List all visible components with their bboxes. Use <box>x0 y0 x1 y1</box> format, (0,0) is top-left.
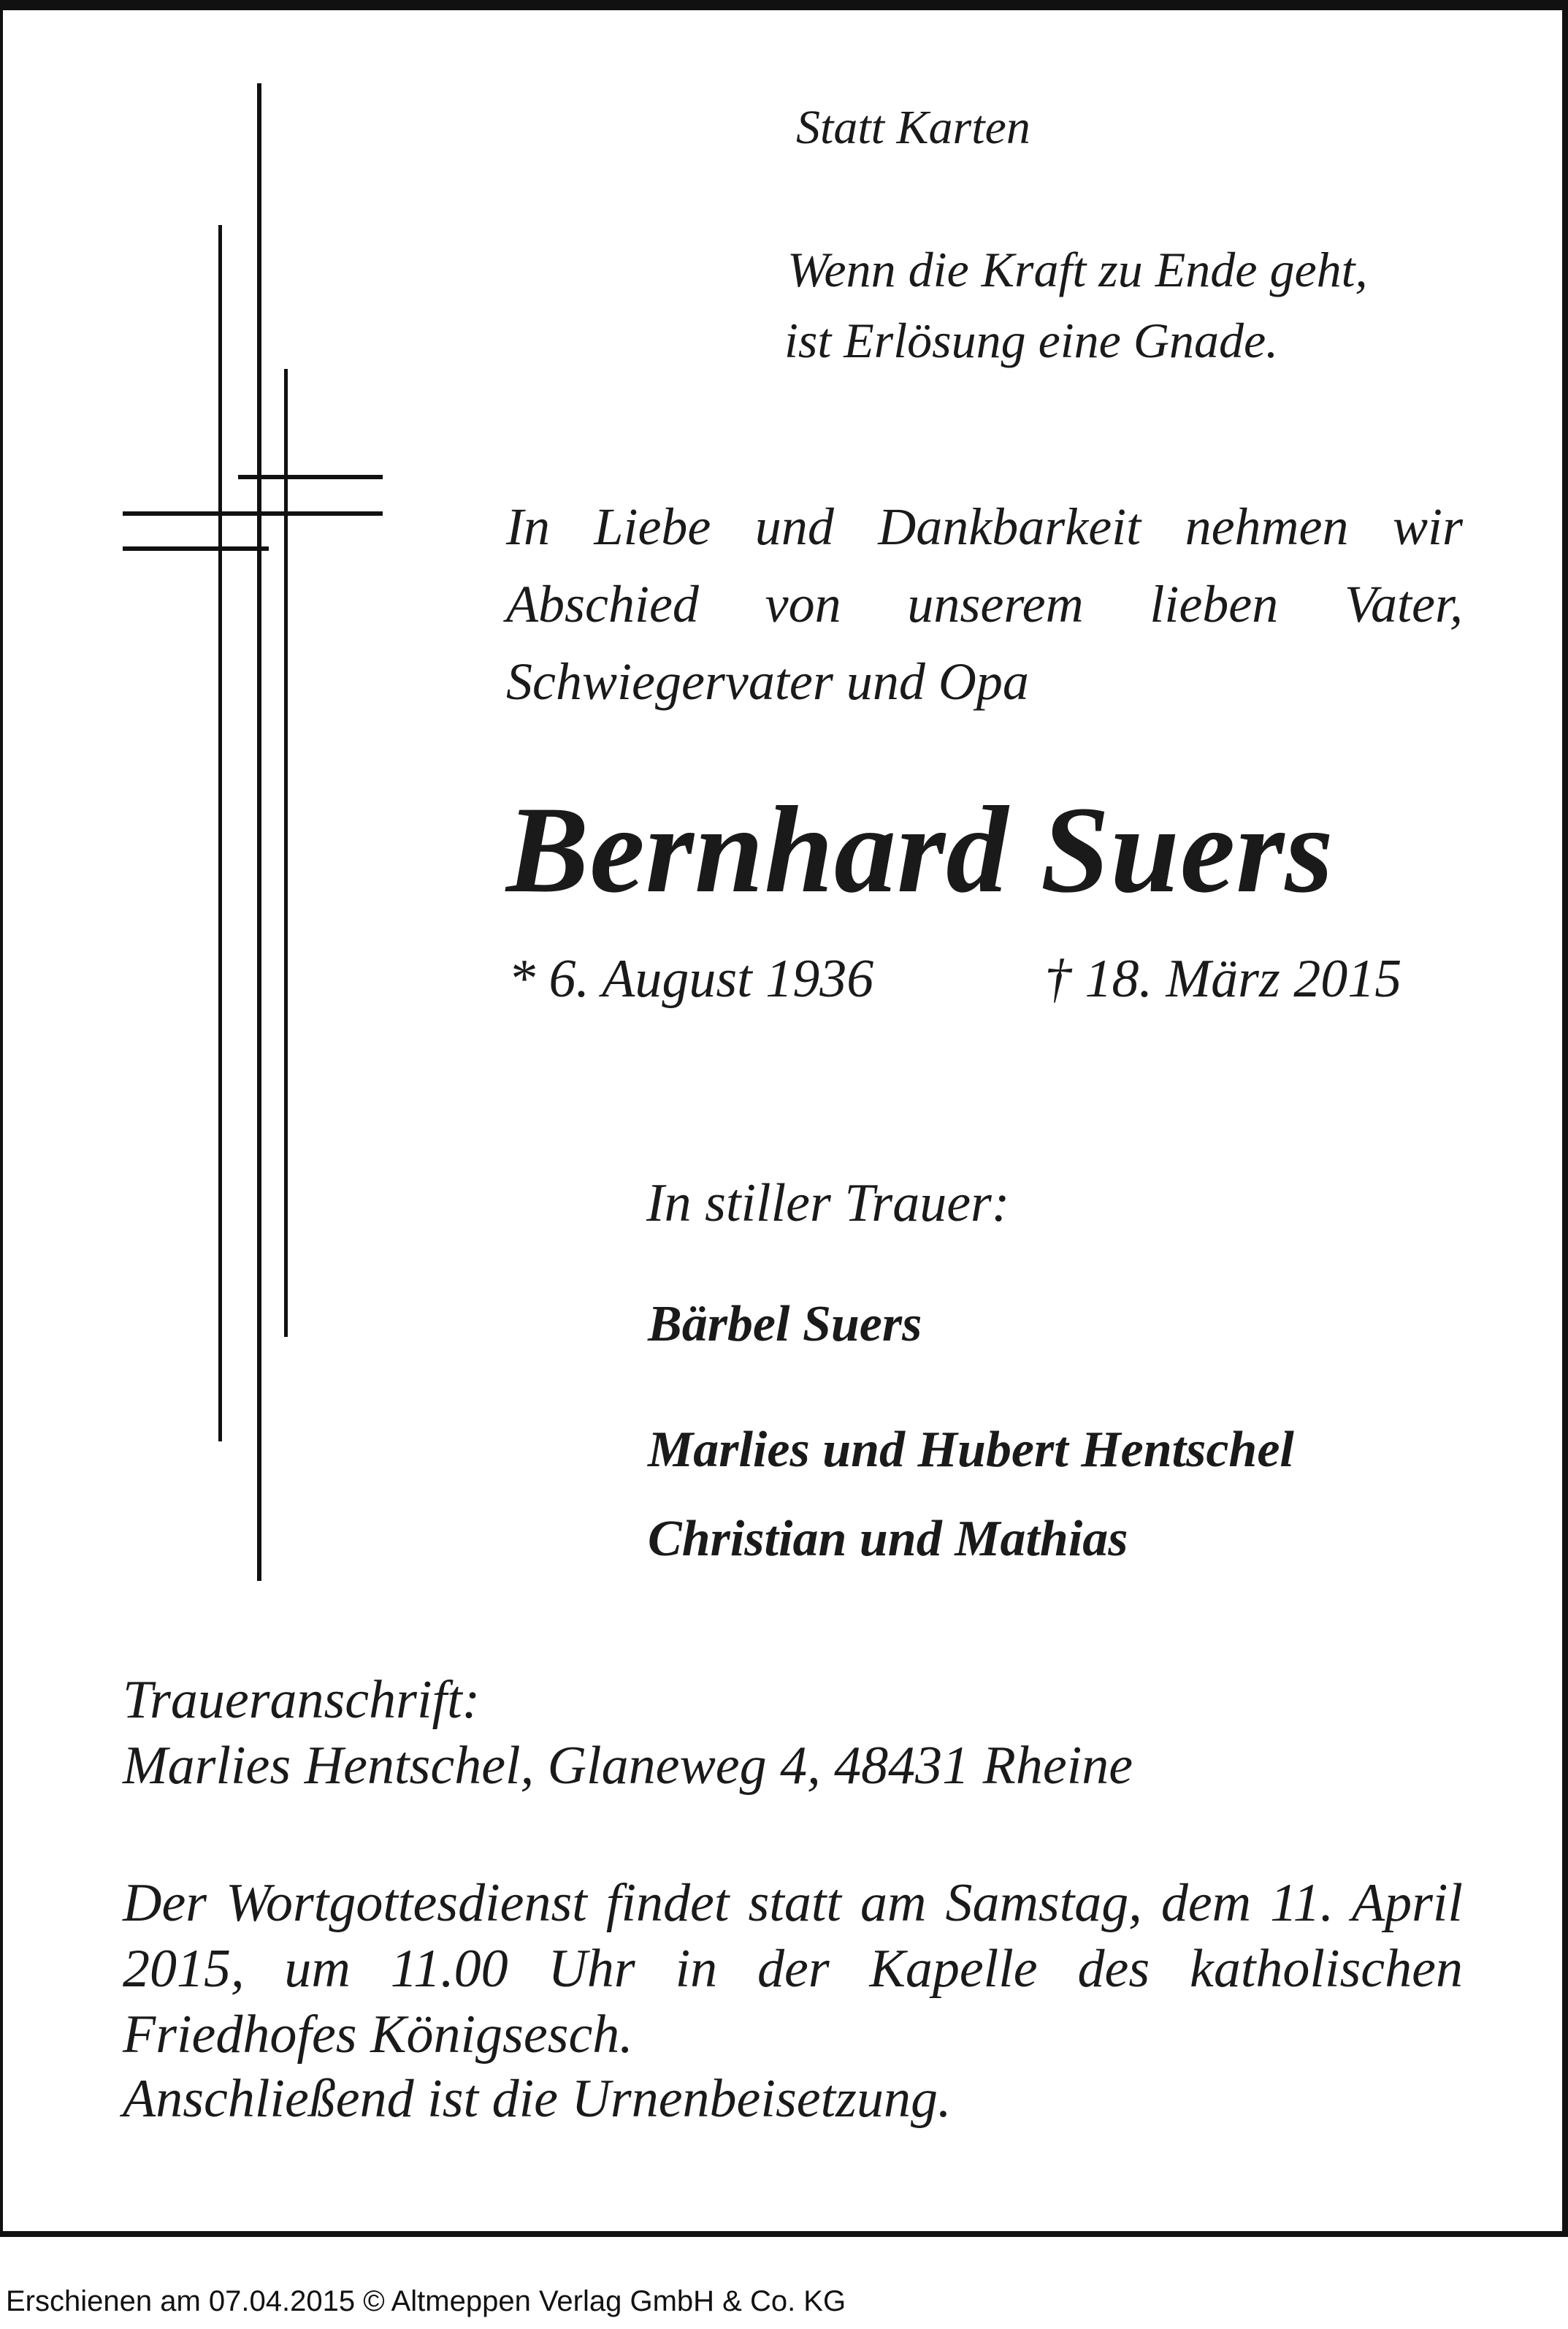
mourner-2: Marlies und Hubert Hentschel <box>648 1422 1294 1478</box>
death-date: † 18. März 2015 <box>1044 949 1402 1009</box>
deceased-name: Bernhard Suers <box>506 781 1334 918</box>
intro-text: In Liebe und Dankbarkeit nehmen wir Abschied von unserem lieben Vater, Schwiegervater und Opa <box>506 498 1463 711</box>
burial-text: Anschließend ist die Urnenbeisetzung. <box>123 2069 952 2129</box>
quote-line-2: ist Erlösung eine Gnade. <box>784 313 1279 368</box>
mourner-1: Bärbel Suers <box>648 1296 922 1352</box>
header-text: Statt Karten <box>796 101 1030 154</box>
quote-line-1: Wenn die Kraft zu Ende geht, <box>787 242 1368 297</box>
mourning-label: In stiller Trauer: <box>646 1173 1010 1233</box>
address-text: Marlies Hentschel, Glaneweg 4, 48431 Rheine <box>123 1736 1133 1796</box>
birth-date: * 6. August 1936 <box>508 949 874 1009</box>
address-label: Traueranschrift: <box>123 1670 481 1730</box>
service-text: Der Wortgottesdienst findet statt am Samstag, dem 11. April 2015, um 11.00 Uhr in der Kapelle des katholischen Friedhofes Königsesch. <box>123 1873 1463 2065</box>
mourner-3: Christian und Mathias <box>648 1511 1128 1567</box>
publication-footer: Erschienen am 07.04.2015 © Altmeppen Verlag GmbH & Co. KG <box>6 2285 846 2317</box>
